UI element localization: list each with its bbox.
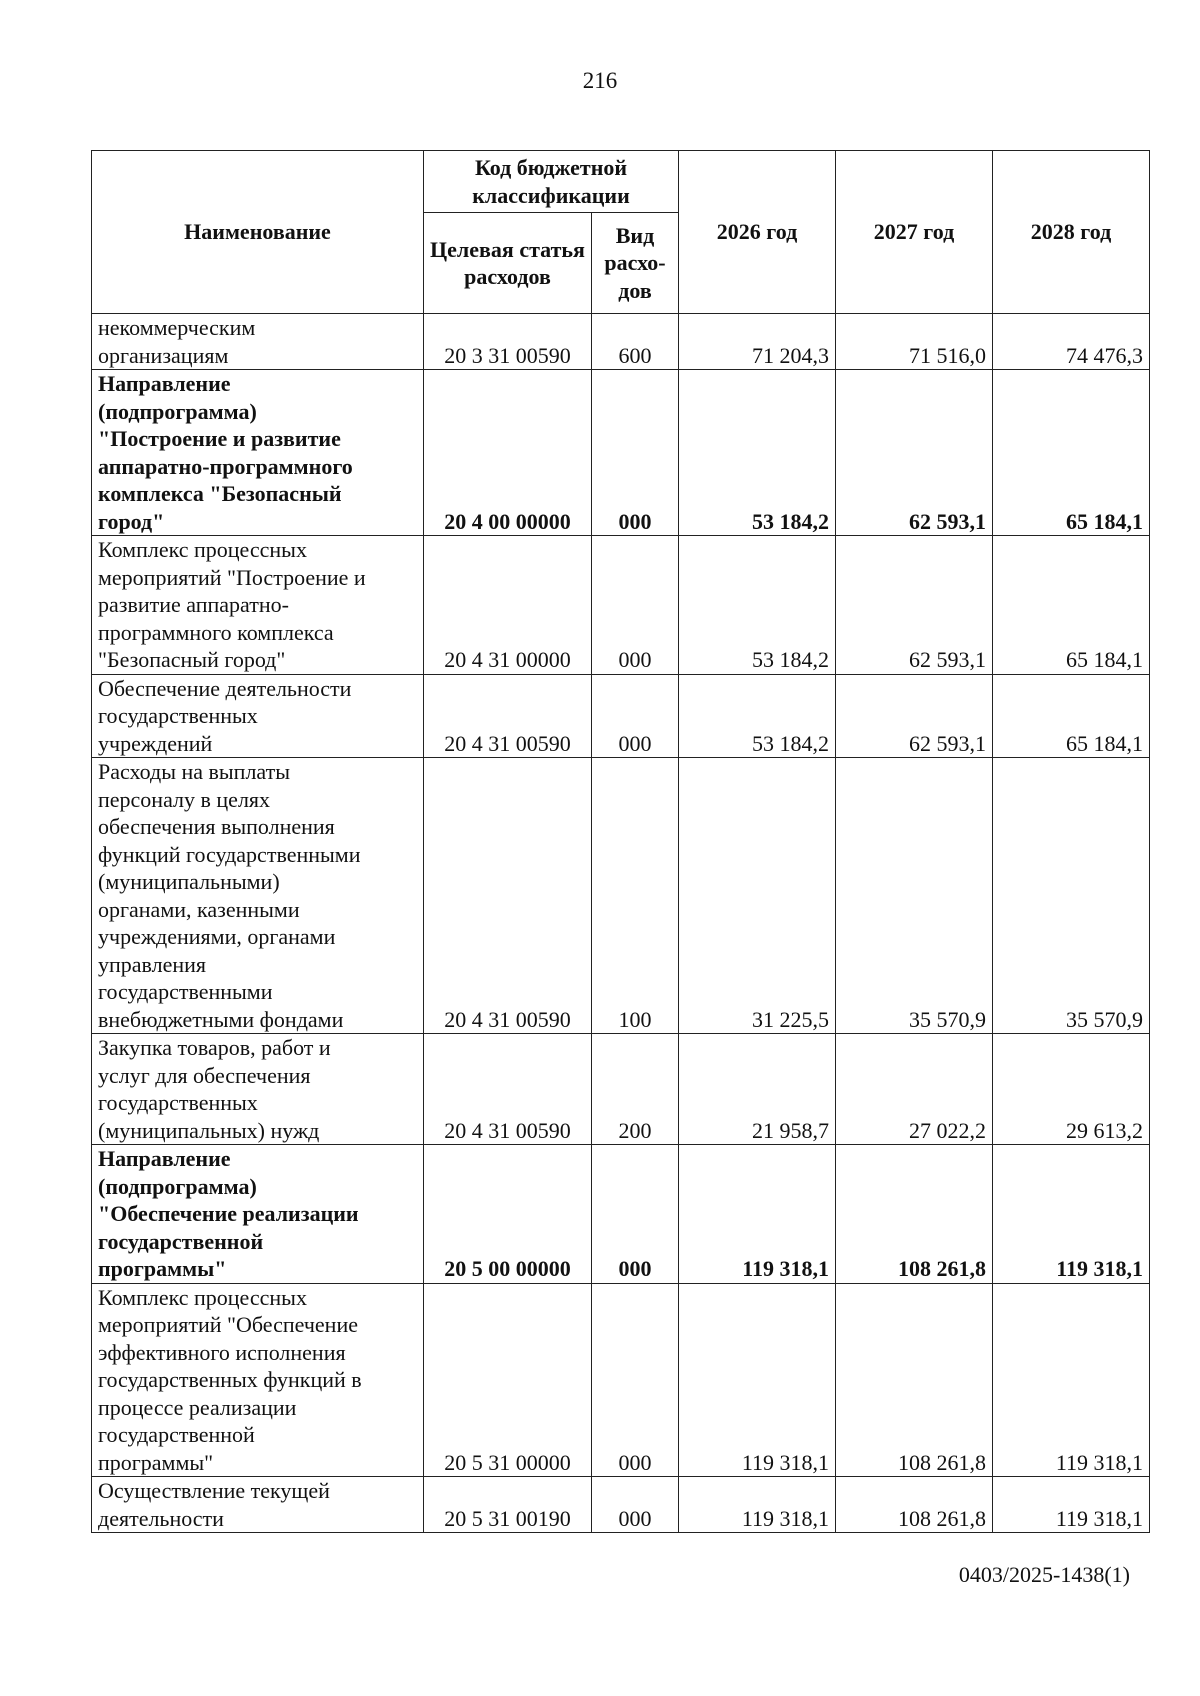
row-value-2028-cell: 35 570,9: [993, 758, 1150, 1034]
header-year-2027: 2027 год: [836, 151, 993, 314]
row-target-article-cell: 20 5 00 00000: [424, 1145, 592, 1284]
table-row: [92, 674, 1150, 758]
table-row: [92, 758, 1150, 1034]
row-name-cell: Осуществление текущей деятельности: [92, 1477, 424, 1533]
row-value-2026-cell: 53 184,2: [679, 536, 836, 675]
row-target-article-cell: 20 5 31 00000: [424, 1283, 592, 1477]
row-value-2028-cell: 119 318,1: [993, 1283, 1150, 1477]
row-expense-type-cell: 000: [592, 674, 679, 758]
row-value-2028-cell: 119 318,1: [993, 1477, 1150, 1533]
row-expense-type-cell: 100: [592, 758, 679, 1034]
row-value-2028-cell: 65 184,1: [993, 370, 1150, 536]
table-row: [92, 370, 1150, 536]
row-value-2027-cell: 108 261,8: [836, 1477, 993, 1533]
row-value-2027-cell: 71 516,0: [836, 314, 993, 370]
table-header: [92, 151, 1150, 314]
table-row: [92, 1283, 1150, 1477]
row-value-2027-cell: 62 593,1: [836, 674, 993, 758]
row-value-2026-cell: 119 318,1: [679, 1283, 836, 1477]
table-row: [92, 1145, 1150, 1284]
row-value-2026-cell: 119 318,1: [679, 1145, 836, 1284]
row-name-cell: Закупка товаров, работ и услуг для обеспечения государственных (муниципальных) нужд: [92, 1034, 424, 1145]
row-value-2028-cell: 65 184,1: [993, 536, 1150, 675]
budget-table: [91, 150, 1150, 1533]
row-expense-type-cell: 600: [592, 314, 679, 370]
row-value-2026-cell: 119 318,1: [679, 1477, 836, 1533]
row-name-cell: Обеспечение деятельности государственных учреждений: [92, 674, 424, 758]
row-value-2026-cell: 21 958,7: [679, 1034, 836, 1145]
row-target-article-cell: 20 4 31 00590: [424, 674, 592, 758]
row-value-2027-cell: 108 261,8: [836, 1283, 993, 1477]
page-number: 216: [582, 68, 618, 93]
table-body: [92, 314, 1150, 1533]
row-expense-type-cell: 000: [592, 1145, 679, 1284]
row-value-2027-cell: 27 022,2: [836, 1034, 993, 1145]
row-value-2028-cell: 65 184,1: [993, 674, 1150, 758]
row-value-2028-cell: 74 476,3: [993, 314, 1150, 370]
row-value-2027-cell: 62 593,1: [836, 536, 993, 675]
row-value-2026-cell: 31 225,5: [679, 758, 836, 1034]
header-expense-type: Вид расхо-дов: [592, 213, 679, 314]
row-value-2028-cell: 119 318,1: [993, 1145, 1150, 1284]
header-kbk-group: Код бюджетной классификации: [424, 151, 679, 213]
row-target-article-cell: 20 4 31 00590: [424, 1034, 592, 1145]
row-value-2028-cell: 29 613,2: [993, 1034, 1150, 1145]
row-name-cell: Расходы на выплаты персоналу в целях обеспечения выполнения функций государственными (муниципальными) органами, казенными учреждениями, органами управления государственными внебюджетными фондами: [92, 758, 424, 1034]
row-name-cell: Комплекс процессных мероприятий "Обеспечение эффективного исполнения государственных функций в процессе реализации государственной программы": [92, 1283, 424, 1477]
row-value-2027-cell: 108 261,8: [836, 1145, 993, 1284]
row-name-cell: Направление (подпрограмма) "Обеспечение реализации государственной программы": [92, 1145, 424, 1284]
row-target-article-cell: 20 4 31 00000: [424, 536, 592, 675]
document-code: 0403/2025-1438(1): [958, 1562, 1130, 1587]
row-value-2026-cell: 53 184,2: [679, 674, 836, 758]
row-name-cell: некоммерческим организациям: [92, 314, 424, 370]
row-target-article-cell: 20 4 00 00000: [424, 370, 592, 536]
row-target-article-cell: 20 5 31 00190: [424, 1477, 592, 1533]
table-row: [92, 1034, 1150, 1145]
table-row: [92, 536, 1150, 675]
row-expense-type-cell: 200: [592, 1034, 679, 1145]
header-year-2026: 2026 год: [679, 151, 836, 314]
row-value-2027-cell: 35 570,9: [836, 758, 993, 1034]
row-expense-type-cell: 000: [592, 1283, 679, 1477]
header-year-2028: 2028 год: [993, 151, 1150, 314]
table-row: [92, 314, 1150, 370]
row-name-cell: Комплекс процессных мероприятий "Построение и развитие аппаратно- программного комплекса "Безопасный город": [92, 536, 424, 675]
row-target-article-cell: 20 3 31 00590: [424, 314, 592, 370]
row-expense-type-cell: 000: [592, 1477, 679, 1533]
row-value-2027-cell: 62 593,1: [836, 370, 993, 536]
header-target-article: Целевая статья расходов: [424, 213, 592, 314]
row-expense-type-cell: 000: [592, 536, 679, 675]
row-value-2026-cell: 71 204,3: [679, 314, 836, 370]
header-name: Наименование: [92, 151, 424, 314]
row-target-article-cell: 20 4 31 00590: [424, 758, 592, 1034]
row-name-cell: Направление (подпрограмма) "Построение и развитие аппаратно-программного комплекса "Безопасный город": [92, 370, 424, 536]
table-row: [92, 1477, 1150, 1533]
row-expense-type-cell: 000: [592, 370, 679, 536]
row-value-2026-cell: 53 184,2: [679, 370, 836, 536]
